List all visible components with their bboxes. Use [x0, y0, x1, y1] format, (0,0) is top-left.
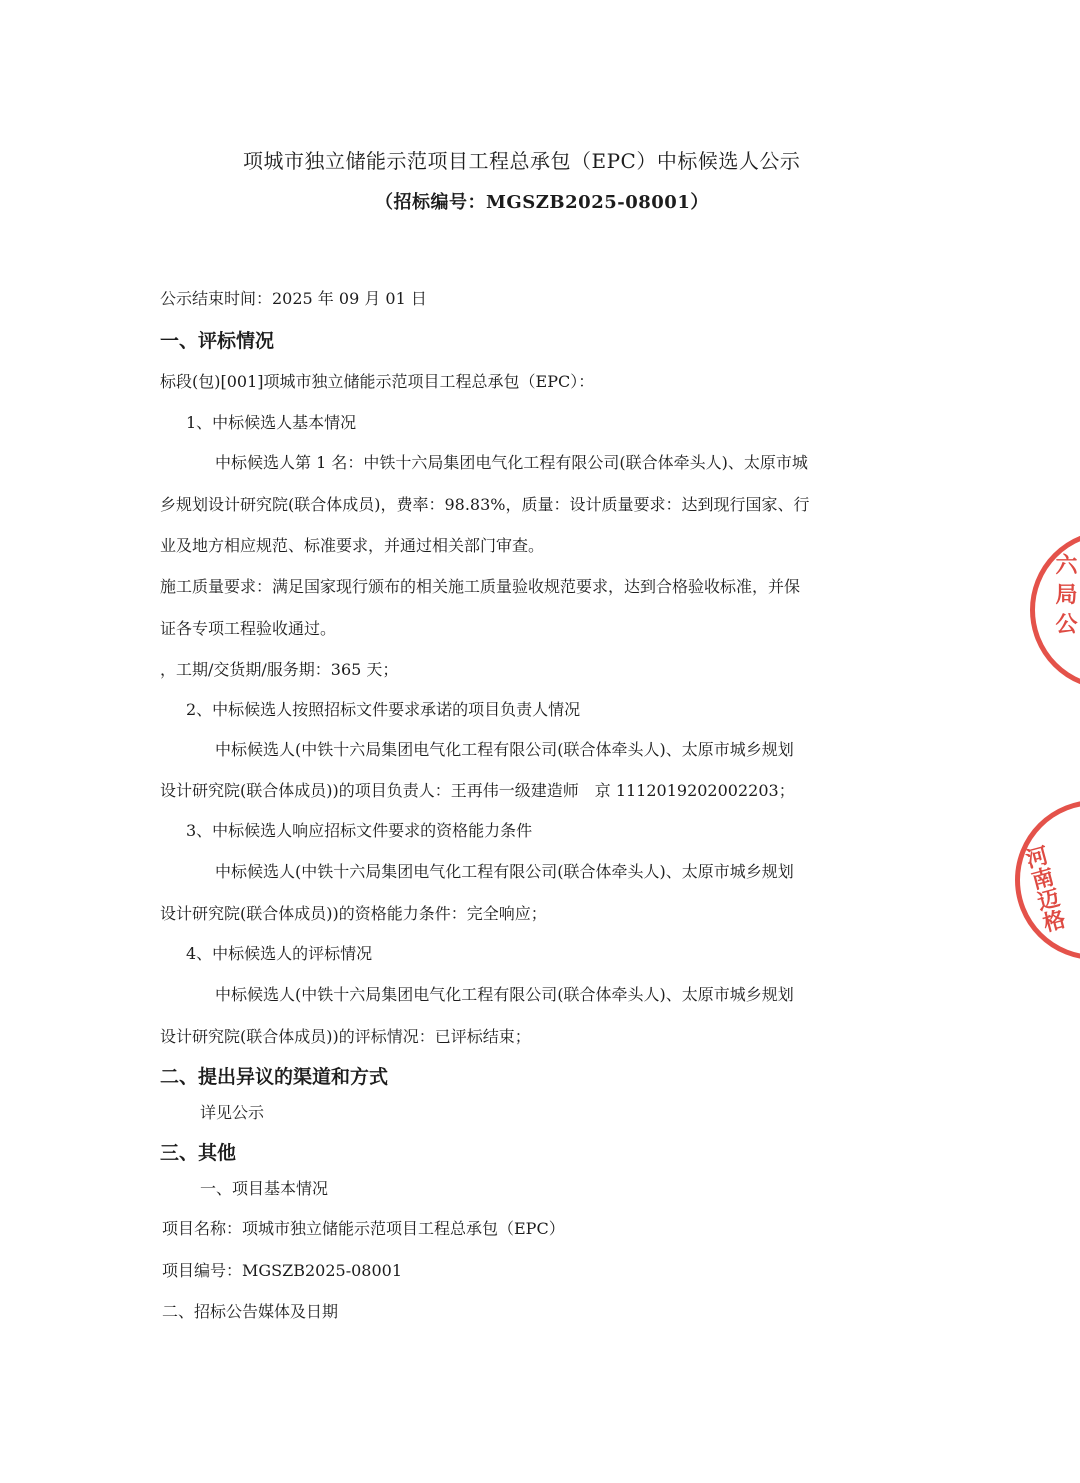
seal-stamp-bottom: [1015, 800, 1080, 960]
package-line: 标段(包)[001]项城市独立储能示范项目工程总承包（EPC）：: [160, 372, 595, 391]
sub1-paragraph1-line1: 中标候选人第 1 名：中铁十六局集团电气化工程有限公司(联合体牵头人)、太原市城: [215, 453, 808, 472]
sub1-paragraph2-line2: 证各专项工程验收通过。: [160, 619, 337, 638]
sub4-heading: 4、中标候选人的评标情况: [186, 944, 373, 963]
sub2-heading: 2、中标候选人按照招标文件要求承诺的项目负责人情况: [186, 700, 581, 719]
project-number: 项目编号：MGSZB2025-08001: [162, 1261, 403, 1280]
seal-top-text: 六 局 公: [1052, 553, 1077, 635]
sub1-paragraph1-line2: 乡规划设计研究院(联合体成员)，费率：98.83%，质量：设计质量要求：达到现行国家、行: [160, 495, 810, 514]
section3-item1: 一、项目基本情况: [200, 1179, 329, 1198]
sub1-heading: 1、中标候选人基本情况: [186, 413, 357, 432]
sub2-line2: 设计研究院(联合体成员))的项目负责人：王再伟一级建造师 京 1112019202002203；: [160, 781, 795, 800]
document-subtitle: （招标编号：MGSZB2025-08001）: [375, 192, 709, 213]
sub4-line2: 设计研究院(联合体成员))的评标情况：已评标结束；: [160, 1027, 531, 1046]
sub1-paragraph1-line3: 业及地方相应规范、标准要求，并通过相关部门审查。: [160, 536, 545, 555]
section3-item2: 二、招标公告媒体及日期: [162, 1302, 339, 1321]
publicity-end-time: 公示结束时间：2025 年 09 月 01 日: [160, 289, 427, 308]
sub1-paragraph2-line1: 施工质量要求：满足国家现行颁布的相关施工质量验收规范要求，达到合格验收标准，并保: [160, 577, 801, 596]
document-title: 项城市独立储能示范项目工程总承包（EPC）中标候选人公示: [243, 149, 801, 173]
section2-heading: 二、提出异议的渠道和方式: [160, 1066, 389, 1088]
sub3-heading: 3、中标候选人响应招标文件要求的资格能力条件: [186, 821, 533, 840]
project-name: 项目名称：项城市独立储能示范项目工程总承包（EPC）: [162, 1219, 565, 1238]
seal-bottom-text: 河南迈格: [1020, 843, 1067, 935]
sub1-duration: ，工期/交货期/服务期：365 天；: [160, 660, 399, 679]
sub2-line1: 中标候选人(中铁十六局集团电气化工程有限公司(联合体牵头人)、太原市城乡规划: [215, 740, 794, 759]
section1-heading: 一、评标情况: [160, 330, 275, 352]
sub3-line1: 中标候选人(中铁十六局集团电气化工程有限公司(联合体牵头人)、太原市城乡规划: [215, 862, 794, 881]
section3-heading: 三、其他: [160, 1142, 237, 1164]
section2-body: 详见公示: [200, 1103, 265, 1122]
sub4-line1: 中标候选人(中铁十六局集团电气化工程有限公司(联合体牵头人)、太原市城乡规划: [215, 985, 794, 1004]
sub3-line2: 设计研究院(联合体成员))的资格能力条件：完全响应；: [160, 904, 547, 923]
seal-stamp-top: [1030, 530, 1080, 690]
